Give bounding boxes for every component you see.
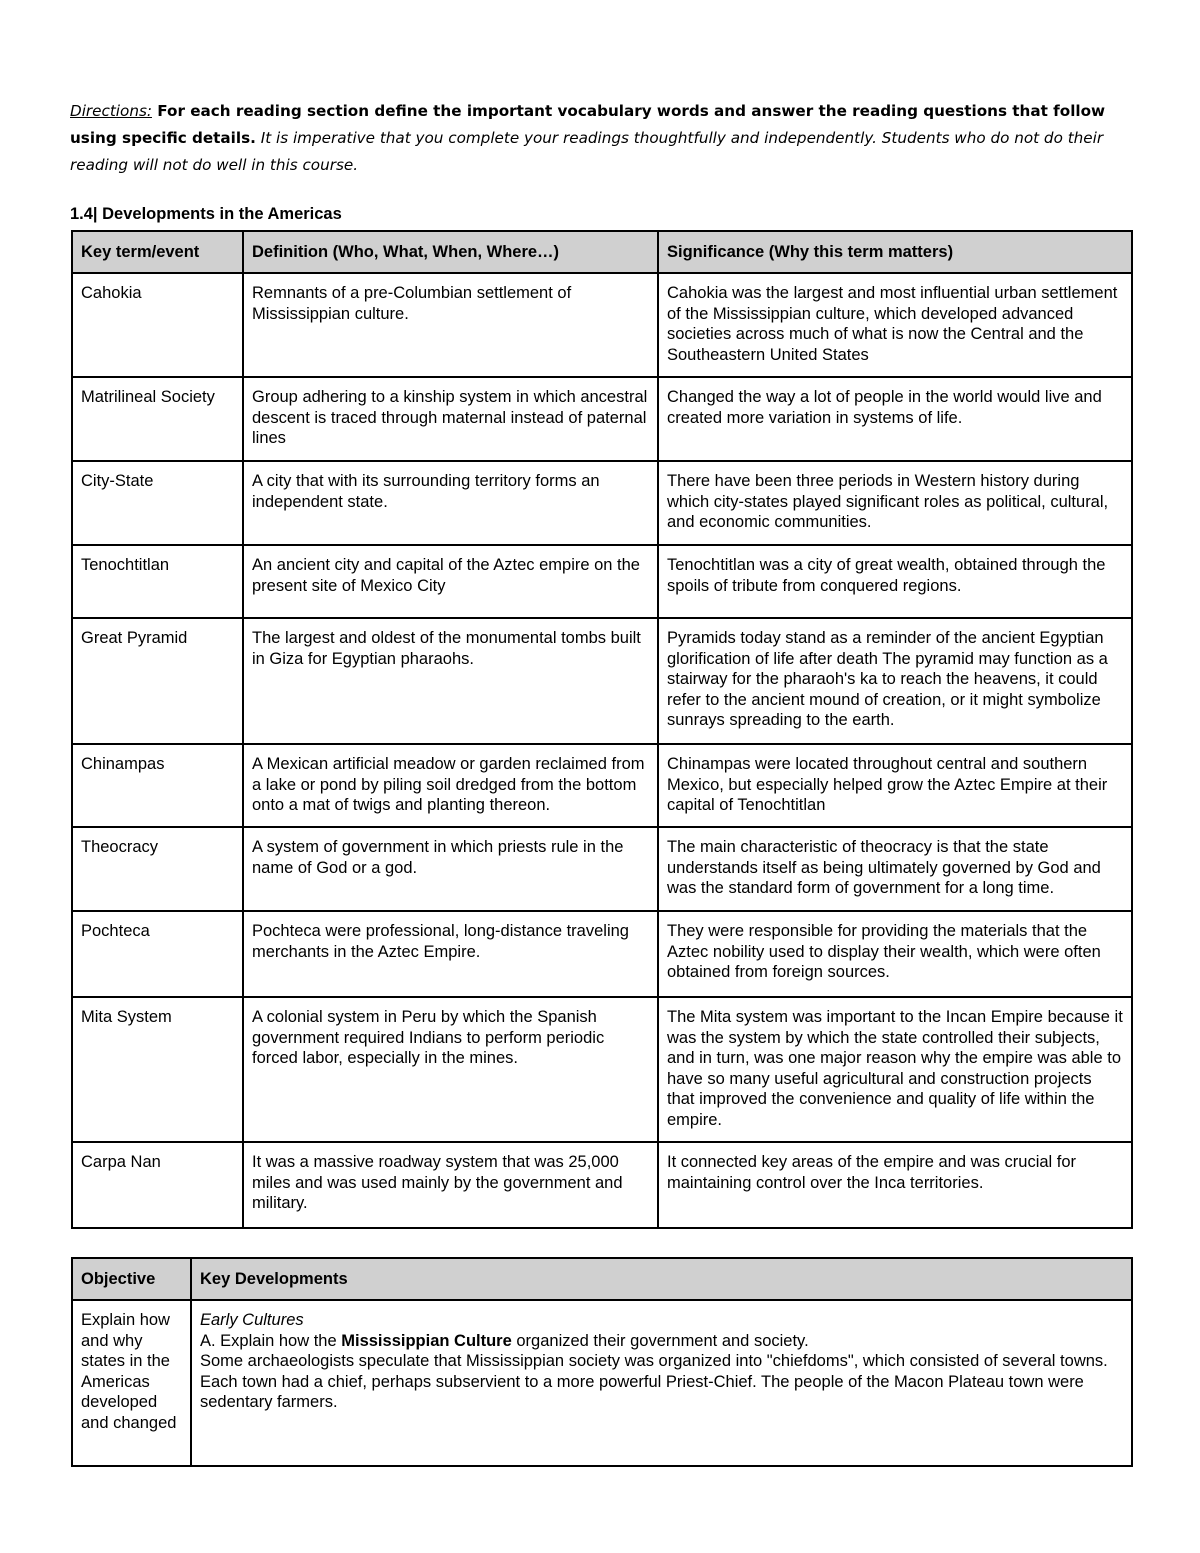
term-cell: Pochteca (72, 911, 243, 997)
term-cell: Mita System (72, 997, 243, 1142)
definition-cell: Group adhering to a kinship system in which ancestral descent is traced through maternal instead of paternal lines (243, 377, 658, 461)
definition-cell: A colonial system in Peru by which the Spanish government required Indians to perform periodic forced labor, especially in the mines. (243, 997, 658, 1142)
term-cell: Cahokia (72, 273, 243, 377)
section-heading: 1.4| Developments in the Americas (70, 205, 342, 223)
table-row (72, 618, 1132, 744)
definition-cell: A system of government in which priests rule in the name of God or a god. (243, 827, 658, 911)
table-row (72, 1142, 1132, 1228)
table-row (72, 461, 1132, 545)
definition-cell: It was a massive roadway system that was 25,000 miles and was used mainly by the government and military. (243, 1142, 658, 1228)
significance-cell: Chinampas were located throughout central and southern Mexico, but especially helped grow the Aztec Empire at their capital of Tenochtitlan (658, 744, 1132, 827)
header-objective: Objective (72, 1258, 191, 1300)
header-key-developments: Key Developments (191, 1258, 1132, 1300)
significance-cell: The main characteristic of theocracy is that the state understands itself as being ultimately governed by God and was the standard form of government for a long time. (658, 827, 1132, 911)
significance-cell: Changed the way a lot of people in the world would live and created more variation in systems of life. (658, 377, 1132, 461)
objective-cell: Explain how and why states in the Americas developed and changed (72, 1300, 191, 1466)
term-cell: Carpa Nan (72, 1142, 243, 1228)
significance-cell: Cahokia was the largest and most influential urban settlement of the Mississippian culture, which developed advanced societies across much of what is now the Central and the Southeastern United States (658, 273, 1132, 377)
table-row (72, 377, 1132, 461)
header-key-term: Key term/event (72, 231, 243, 273)
table-row (72, 1300, 1132, 1466)
term-cell: Great Pyramid (72, 618, 243, 744)
significance-cell: It connected key areas of the empire and was crucial for maintaining control over the Inca territories. (658, 1142, 1132, 1228)
table-row (72, 744, 1132, 827)
definition-cell: A Mexican artificial meadow or garden reclaimed from a lake or pond by piling soil dredged from the bottom onto a mat of twigs and planting thereon. (243, 744, 658, 827)
directions-label: Directions: (70, 102, 152, 120)
table-row (72, 545, 1132, 618)
answer-text: Some archaeologists speculate that Mississippian society was organized into "chiefdoms", which consisted of several towns. Each town had a chief, perhaps subservient to a more powerful Priest-Chief. The people of the Macon Plateau town were sedentary farmers. (200, 1352, 1108, 1412)
significance-cell: The Mita system was important to the Incan Empire because it was the system by which the state controlled their subjects, and in turn, was one major reason why the empire was able to have so many useful agricultural and construction projects that improved the convenience and quality of life within the empire. (658, 997, 1132, 1142)
term-cell: City-State (72, 461, 243, 545)
definition-cell: An ancient city and capital of the Aztec empire on the present site of Mexico City (243, 545, 658, 618)
term-cell: Matrilineal Society (72, 377, 243, 461)
term-cell: Chinampas (72, 744, 243, 827)
definition-cell: A city that with its surrounding territory forms an independent state. (243, 461, 658, 545)
vocabulary-table (71, 230, 1133, 1229)
term-cell: Tenochtitlan (72, 545, 243, 618)
significance-cell: They were responsible for providing the materials that the Aztec nobility used to display their wealth, which were often obtained from foreign sources. (658, 911, 1132, 997)
table-row (72, 827, 1132, 911)
vocabulary-table-header (72, 231, 1132, 273)
category-label: Early Cultures (200, 1311, 304, 1329)
significance-cell: Tenochtitlan was a city of great wealth, obtained through the spoils of tribute from conquered regions. (658, 545, 1132, 618)
directions-paragraph (70, 98, 1132, 179)
question-prefix: A. Explain how the (200, 1331, 342, 1350)
table-row (72, 911, 1132, 997)
question-suffix: organized their government and society. (511, 1331, 809, 1350)
significance-cell: There have been three periods in Western history during which city-states played significant roles as political, cultural, and economic communities. (658, 461, 1132, 545)
significance-cell: Pyramids today stand as a reminder of the ancient Egyptian glorification of life after death The pyramid may function as a stairway for the pharaoh's ka to reach the heavens, it could refer to the ancient mound of creation, or it might symbolize sunrays spreading to the earth. (658, 618, 1132, 744)
term-cell: Theocracy (72, 827, 243, 911)
objectives-table-header (72, 1258, 1132, 1300)
table-row (72, 273, 1132, 377)
table-row (72, 997, 1132, 1142)
definition-cell: Remnants of a pre-Columbian settlement of Mississippian culture. (243, 273, 658, 377)
question-keyword: Mississippian Culture (341, 1331, 512, 1350)
objectives-table (71, 1257, 1133, 1467)
directions-instructions: For each reading section define the important vocabulary words and answer the reading questions that follow using specific details. (70, 102, 1106, 147)
header-definition: Definition (Who, What, When, Where…) (243, 231, 658, 273)
key-developments-cell (191, 1300, 1132, 1466)
definition-cell: Pochteca were professional, long-distance traveling merchants in the Aztec Empire. (243, 911, 658, 997)
directions-warning: It is imperative that you complete your readings thoughtfully and independently. Students who do not do their reading will not do well in this course. (70, 129, 1104, 174)
header-significance: Significance (Why this term matters) (658, 231, 1132, 273)
definition-cell: The largest and oldest of the monumental tombs built in Giza for Egyptian pharaohs. (243, 618, 658, 744)
question-text (200, 1331, 1123, 1352)
